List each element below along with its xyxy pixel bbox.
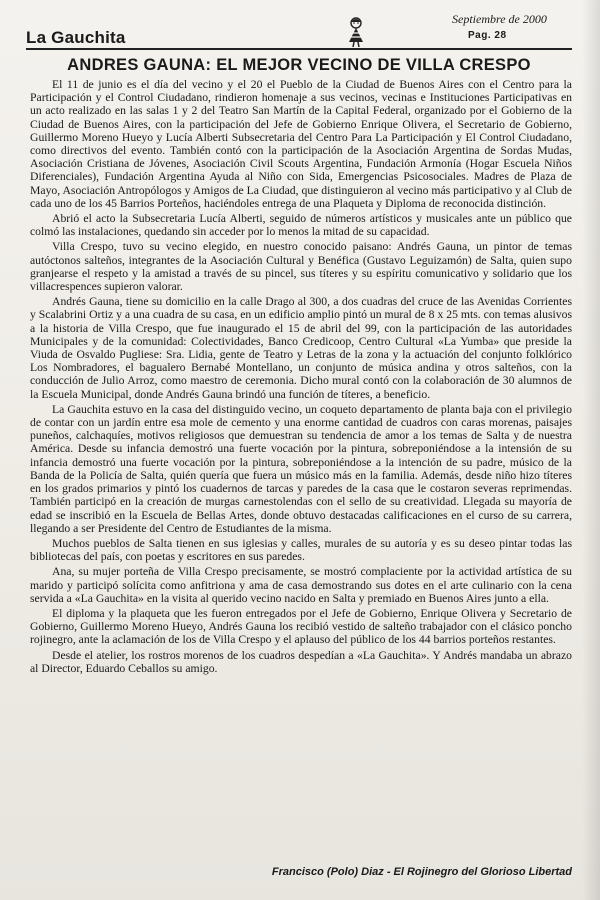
header-rule <box>26 48 572 50</box>
issue-date: Septiembre de 2000 <box>452 12 547 26</box>
article-paragraph: Abrió el acto la Subsecretaria Lucía Alberti, seguido de números artísticos y musicales ante un público que colmó las instalaciones, quedando sin acceder por lo menos la mitad de su capacidad. <box>30 212 572 239</box>
page-number: Pag. 28 <box>468 30 507 41</box>
gauchita-mascot-icon <box>344 16 368 48</box>
article-paragraph: Ana, su mujer porteña de Villa Crespo precisamente, se mostró complaciente por la actividad artística de su marido y participó solícita como anfitriona y ama de casa demostrando sus dotes en el arte culinario con la cena servida a «La Gauchita» en la visita al querido vecino nacido en Salta y premiado en Buenos Aires junto a ella. <box>30 565 572 605</box>
article-body <box>30 78 572 677</box>
page-header <box>0 0 600 52</box>
article-paragraph: Desde el atelier, los rostros morenos de los cuadros despedían a «La Gauchita». Y Andrés mandaba un abrazo al Director, Eduardo Ceballos su amigo. <box>30 648 572 675</box>
article-paragraph: El 11 de junio es el día del vecino y el 20 el Pueblo de la Ciudad de Buenos Aires con el Centro para la Participación y el Control Ciudadano, rindieron homenaje a sus vecinos, vecinas e Instituciones Participativas en un acto realizado en las salas 1 y 2 del Teatro San Martín de la Capital Federal, organizado por el Gobierno de la Ciudad de Buenos Aires, con la participación del Jefe de Gobierno Enrique Olivera, el Secretario de Gobierno, Guillermo Moreno Hueyo y Lucía Alberti Subsecretaria del Centro Para La Participación y El Control Ciudadano, como directivos del evento. También contó con la participación de la Asociación Argentina de Sordas Mudas, Asociación Cristiana de Jóvenes, Asociación Civil Scouts Argentina, Fundación Armonía (Hogar Escuela Niños Diferenciales), Fundación Argentina Ayuda al Niño con Sida, Emergencias Psicosociales. Madres de Plaza de Mayo, Asociación Antropólogos y Amigos de La Ciudad, que distinguieron al vecino más participativo y al Club de cada uno de los 45 Barrios Porteños, haciéndoles entrega de una Plaqueta y Diploma de reconocida distinción. <box>30 78 572 210</box>
article-title: ANDRES GAUNA: EL MEJOR VECINO DE VILLA CRESPO <box>67 56 531 74</box>
article-paragraph: El diploma y la plaqueta que les fueron entregados por el Jefe de Gobierno, Enrique Olivera y Secretario de Gobierno, Guillermo Moreno Hueyo, Andrés Gauna los recibió vestido de salteño trabajador con el clásico poncho rojinegro, ante la aclamación de los de Villa Crespo y el aplauso del público de los 44 barrios porteños restantes. <box>30 606 572 647</box>
article-byline: Francisco (Polo) Diaz - El Rojinegro del Glorioso Libertad <box>271 866 572 878</box>
publication-name: La Gauchita <box>26 28 126 47</box>
article-paragraph: La Gauchita estuvo en la casa del distinguido vecino, un coqueto departamento de planta baja con el privilegio de contar con un jardín entre esa mole de cemento y una enorme cantidad de cuadros con caras morenas, paisajes puneños, calchaquíes, motivos religiosos que demuestran su tendencia de amor a los temas de Salta y de nuestra América. Desde su infancia demostró una fuerte vocación por la pintura, sobreponiéndose a la intensión de su infancia demostró una fuerte vocación por la pintura, sobreponiéndose a la intención de su padre, músico de la Banda de la Policía de Salta, quién quería que fuera un músico más en la familia. Además, desde niño hizo títeres en los grados primarios y pintó los cuadernos de tarcas y paredes de la casa que le costaron severas reprimendas. También participó en la creación de murgas carnestolendas con el sello de su creatividad. Llegada su mayoría de edad se inscribió en la Escuela de Bellas Artes, donde obtuvo destacadas calificaciones en el curso de su carrera, llegando a ser Presidente del Centro de Estudiantes de la misma. <box>30 402 572 535</box>
article-paragraph: Muchos pueblos de Salta tienen en sus iglesias y calles, murales de su autoría y es su deseo pintar todas las bibliotecas del país, con poetas y escritores en sus paredes. <box>30 536 572 564</box>
article-paragraph: Andrés Gauna, tiene su domicilio en la calle Drago al 300, a dos cuadras del cruce de las Avenidas Corrientes y Scalabrini Ortiz y a una cuadra de su casa, en un edificio amplio pintó un mural de 8 x 25 mts. con temas alusivos a la historia de Villa Crespo, que fue inaugurado el 15 de abril del 99, con la participación de las autoridades Municipales y de la comunidad: Colectividades, Banco Credicoop, Centro Cultural «La Yumba» que preside la Viuda de Osvaldo Pugliese: Sra. Lidia, gente de Teatro y Letras de la zona y la actuación del conjunto folklórico Los Nombradores, el bagualero Bernabé Montellano, un conjunto de música andina y otros salteños, con la conducción de Julio Arroz, como maestro de ceremonia. Dicho mural contó con la colaboración de 30 alumnos de la Escuela Municipal, donde Andrés Gauna brindó una función de títeres, a beneficio. <box>30 295 572 401</box>
article-paragraph: Villa Crespo, tuvo su vecino elegido, en nuestro conocido paisano: Andrés Gauna, un pintor de temas autóctonos salteños, integrantes de la Asociación Cultural y Benéfica (Gustavo Leguizamón) de Salta, quien supo granjearse el respeto y la amistad a través de su pincel, sus títeres y su espíritu comunicativo y solidario que los villacrespences supieron valorar. <box>30 240 572 294</box>
